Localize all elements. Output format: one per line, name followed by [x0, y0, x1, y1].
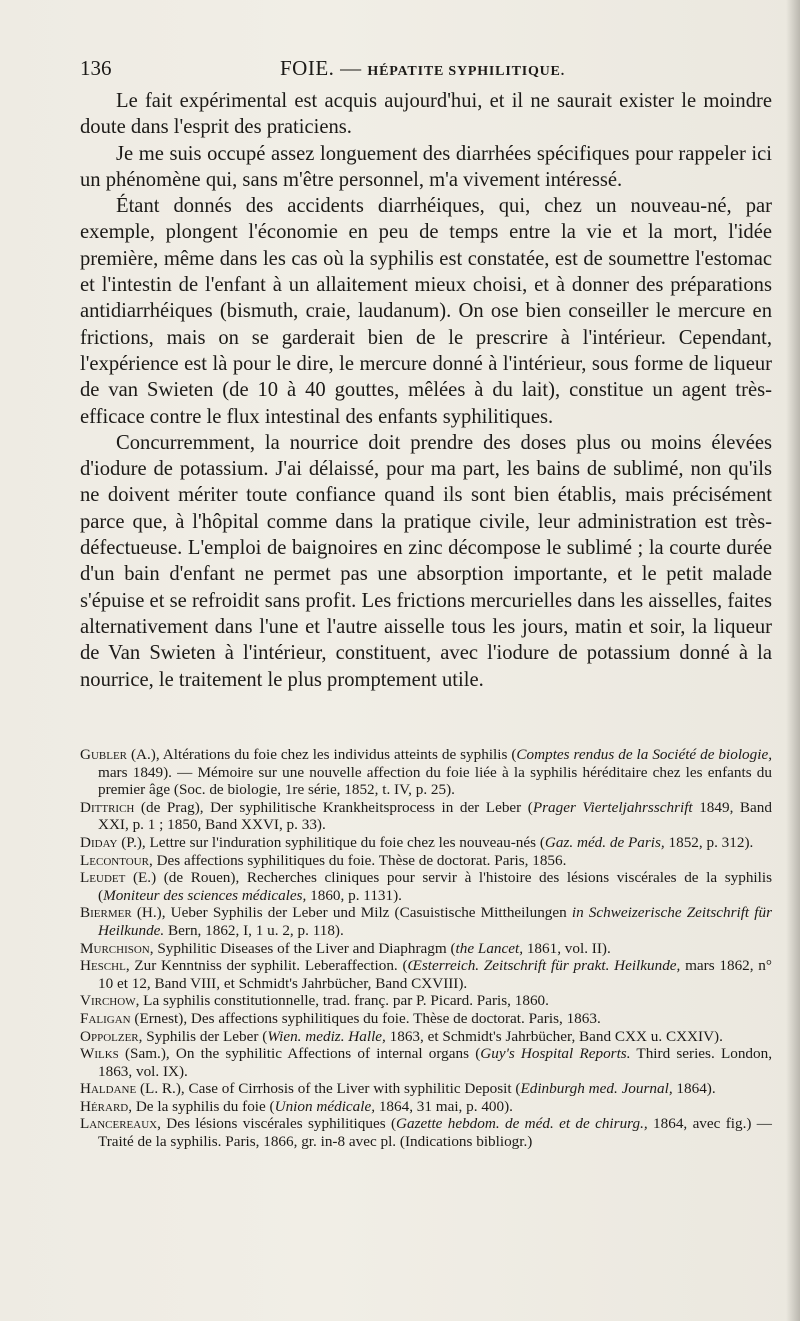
- reference-details: Bern, 1862, I, 1 u. 2, p. 118).: [164, 921, 344, 939]
- reference-text: , Zur Kenntniss der syphilit. Leberaffection. (: [125, 957, 408, 975]
- reference-entry: [80, 992, 772, 1010]
- page-header: [80, 56, 760, 86]
- body-text: [80, 88, 772, 693]
- reference-text: , Des affections syphilitiques du foie. Thèse de doctorat. Paris, 1856.: [148, 851, 567, 869]
- reference-entry: [80, 939, 772, 958]
- reference-entry: [80, 798, 772, 834]
- reference-author: Wilks: [80, 1045, 119, 1063]
- reference-author: Diday: [80, 833, 118, 851]
- reference-journal: Union médicale,: [274, 1097, 376, 1115]
- reference-author: Leudet: [80, 869, 126, 887]
- reference-details: 1861, vol. II).: [523, 939, 611, 957]
- reference-details: 1860, p. 1131).: [306, 886, 402, 904]
- reference-details: 1849, Band XXI, p. 1 ; 1850, Band XXVI, p. 33).: [98, 798, 772, 834]
- reference-journal: the Lancet,: [455, 939, 524, 957]
- reference-author: Biermer: [80, 904, 132, 922]
- reference-author: Oppolzer: [80, 1027, 139, 1045]
- reference-text: (P.), Lettre sur l'induration syphilitique du foie chez les nouveau-nés (: [117, 833, 545, 851]
- reference-entry: [80, 1009, 772, 1028]
- reference-text: , Syphilitic Diseases of the Liver and Diaphragm (: [149, 939, 456, 957]
- reference-text: (E.) (de Rouen), Recherches cliniques pour servir à l'histoire des lésions viscérales de la syphilis (: [98, 869, 772, 904]
- reference-journal: Comptes rendus de la Société de biologie,: [516, 746, 772, 763]
- reference-text: (de Prag), Der syphilitische Krankheitsprocess in der Leber (: [134, 798, 533, 816]
- reference-entry: [80, 1115, 772, 1151]
- paragraph: Étant donnés des accidents diarrhéiques, qui, chez un nouveau-né, par exemple, plongent l'économie en peu de temps entre la vie et la mort, l'idée première, même dans les cas où la syphilis est constatée, est de soumettre l'estomac et l'intestin de l'enfant à un allaitement mieux choisi, et à donner des préparations antidiarrhéiques (bismuth, craie, laudanum). On ose bien conseiller le mercure en frictions, mais on se garderait bien de le prescrire à l'intérieur. Cependant, l'expérience est là pour le dire, le mercure donné à l'intérieur, sous forme de liqueur de van Swieten (de 10 à 40 gouttes, mêlées à du lait), constitue un agent très-efficace contre le flux intestinal des enfants syphilitiques.: [80, 195, 772, 428]
- reference-journal: Edinburgh med. Journal,: [520, 1080, 673, 1098]
- reference-author: Heschl: [80, 957, 126, 975]
- reference-author: Lecontour: [80, 851, 149, 869]
- reference-journal: Guy's Hospital Reports.: [480, 1045, 631, 1063]
- running-head-subtitle: HÉPATITE SYPHILITIQUE.: [367, 64, 565, 79]
- reference-entry: [80, 1097, 772, 1116]
- reference-entry: [80, 1045, 772, 1080]
- bibliography: [80, 746, 772, 1151]
- reference-entry: [80, 869, 772, 904]
- reference-text: (Ernest), Des affections syphilitiques du foie. Thèse de doctorat. Paris, 1863.: [130, 1009, 601, 1027]
- reference-text: , Des lésions viscérales syphilitiques (: [157, 1115, 397, 1133]
- reference-details: 1863, et Schmidt's Jahrbücher, Band CXX u. CXXIV).: [385, 1027, 723, 1045]
- paragraph: Le fait expérimental est acquis aujourd'hui, et il ne saurait exister le moindre doute dans l'esprit des praticiens.: [80, 90, 772, 139]
- reference-author: Murchison: [80, 939, 150, 957]
- reference-text: , De la syphilis du foie (: [128, 1097, 275, 1115]
- reference-journal: Œsterreich. Zeitschrift für prakt. Heilkunde,: [407, 957, 681, 975]
- paragraph: Je me suis occupé assez longuement des diarrhées spécifiques pour rappeler ici un phénomène qui, sans m'être personnel, m'a vivement intéressé.: [80, 142, 772, 191]
- reference-text: (L. R.), Case of Cirrhosis of the Liver with syphilitic Deposit (: [136, 1080, 521, 1098]
- reference-text: (Sam.), On the syphilitic Affections of internal organs (: [118, 1045, 481, 1063]
- reference-journal: Prager Vierteljahrsschrift: [532, 798, 693, 816]
- reference-entry: [80, 746, 772, 799]
- reference-text: , La syphilis constitutionnelle, trad. franç. par P. Picard. Paris, 1860.: [135, 992, 549, 1010]
- reference-journal: Moniteur des sciences médicales,: [103, 886, 307, 904]
- reference-text: (A.), Altérations du foie chez les individus atteints de syphilis (: [127, 746, 517, 763]
- reference-journal: Wien. mediz. Halle,: [267, 1027, 386, 1045]
- reference-entry: [80, 833, 772, 852]
- running-head: [280, 56, 565, 81]
- reference-details: 1864, avec fig.) — Traité de la syphilis. Paris, 1866, gr. in-8 avec pl. (Indications bibliogr.): [98, 1115, 772, 1151]
- reference-entry: [80, 904, 773, 939]
- reference-journal: Gazette hebdom. de méd. et de chirurg.,: [396, 1115, 648, 1133]
- reference-details: mars 1862, n° 10 et 12, Band VIII, et Schmidt's Jahrbücher, Band CXVIII).: [98, 957, 772, 992]
- reference-text: , Syphilis der Leber (: [138, 1027, 268, 1045]
- reference-author: Lancereaux: [80, 1115, 158, 1133]
- reference-entry: [80, 957, 772, 992]
- reference-journal: Gaz. méd. de Paris,: [544, 833, 665, 851]
- page-number: 136: [80, 56, 112, 80]
- reference-author: Virchow: [80, 992, 136, 1010]
- reference-text: (H.), Ueber Syphilis der Leber und Milz (Casuistische Mittheilungen: [131, 904, 572, 922]
- reference-entry: [80, 1080, 772, 1098]
- reference-details: 1864, 31 mai, p. 400).: [375, 1097, 513, 1115]
- reference-author: Dittrich: [80, 798, 135, 816]
- reference-author: Gubler: [80, 746, 128, 763]
- reference-details: 1864).: [672, 1080, 716, 1098]
- running-head-main: FOIE. —: [280, 56, 368, 80]
- reference-author: Haldane: [80, 1080, 137, 1098]
- reference-author: Hérard: [80, 1097, 129, 1115]
- reference-journal: in Schweizerische Zeitschrift für Heilkunde.: [98, 904, 773, 939]
- page-edge-shadow: [786, 0, 800, 1321]
- paragraph: Concurremment, la nourrice doit prendre des doses plus ou moins élevées d'iodure de potassium. J'ai délaissé, pour ma part, les bains de sublimé, non qu'ils ne doivent mériter toute confiance quand ils sont bien établis, mais précisément parce que, à l'hôpital comme dans la pratique civile, leur administration est très-défectueuse. L'emploi de baignoires en zinc décompose le sublimé ; la courte durée d'un bain d'enfant ne permet pas une absorption importante, et le petit malade s'épuise et se refroidit sans profit. Les frictions mercurielles dans les aisselles, faites alternativement dans l'une et l'autre aisselle tous les jours, matin et soir, la liqueur de Van Swieten à l'intérieur, constituent, avec l'iodure de potassium donné à la nourrice, le traitement le plus promptement utile.: [80, 431, 772, 691]
- reference-entry: [80, 851, 772, 870]
- reference-details: Third series. London, 1863, vol. IX).: [98, 1045, 772, 1080]
- reference-author: Faligan: [80, 1009, 131, 1027]
- reference-details: mars 1849). — Mémoire sur une nouvelle affection du foie liée à la syphilis héréditaire chez les enfants du premier âge (Soc. de biologie, 1re série, 1852, t. IV, p. 25).: [98, 763, 772, 799]
- reference-details: 1852, p. 312).: [664, 833, 754, 851]
- reference-entry: [80, 1027, 772, 1046]
